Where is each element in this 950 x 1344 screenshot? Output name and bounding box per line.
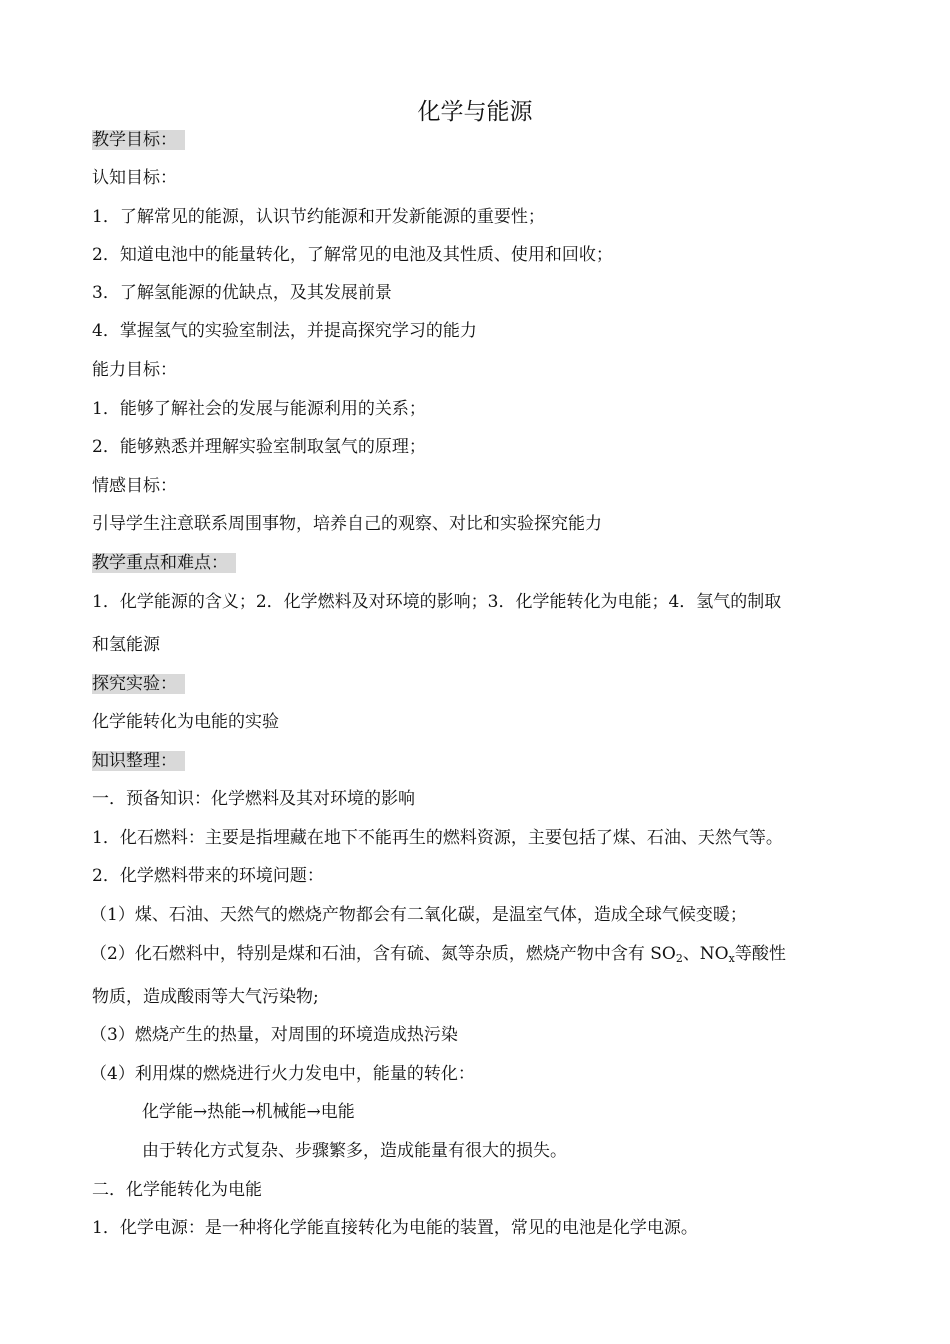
section-1-item-1: 1．化石燃料：主要是指埋藏在地下不能再生的燃料资源，主要包括了煤、石油、天然气等。 bbox=[92, 828, 783, 848]
section-1-sub-4: （4）利用煤的燃烧进行火力发电中，能量的转化： bbox=[90, 1064, 475, 1084]
key-points-line-2: 和氢能源 bbox=[92, 635, 160, 655]
key-points-heading bbox=[92, 550, 236, 576]
section-1-item-2: 2．化学燃料带来的环境问题： bbox=[92, 866, 324, 886]
section-1-title: 一．预备知识：化学燃料及其对环境的影响 bbox=[92, 789, 415, 809]
cognitive-item-4: 4．掌握氢气的实验室制法，并提高探究学习的能力 bbox=[92, 321, 477, 341]
section-1-sub-2-continued: 物质，造成酸雨等大气污染物; bbox=[92, 987, 319, 1007]
cognitive-item-2: 2．知道电池中的能量转化，了解常见的电池及其性质、使用和回收； bbox=[92, 245, 613, 265]
section-1-sub-2 bbox=[90, 941, 786, 967]
emotion-goals-heading: 情感目标： bbox=[92, 476, 177, 496]
ability-item-2: 2．能够熟悉并理解实验室制取氢气的原理； bbox=[92, 437, 426, 457]
so2-subscript: 2 bbox=[675, 952, 683, 965]
cognitive-item-1: 1．了解常见的能源，认识节约能源和开发新能源的重要性； bbox=[92, 207, 545, 227]
teaching-goals-heading-text: 教学目标： bbox=[92, 130, 185, 150]
cognitive-item-3: 3．了解氢能源的优缺点，及其发展前景 bbox=[92, 283, 392, 303]
key-points-heading-text: 教学重点和难点： bbox=[92, 553, 236, 573]
section-2-item-1: 1．化学电源：是一种将化学能直接转化为电能的装置，常见的电池是化学电源。 bbox=[92, 1218, 698, 1238]
ability-item-1: 1．能够了解社会的发展与能源利用的关系； bbox=[92, 399, 426, 419]
sub-2-part-2: 、NO bbox=[682, 944, 729, 964]
section-1-sub-1: （1）煤、石油、天然气的燃烧产物都会有二氧化碳，是温室气体，造成全球气候变暖； bbox=[90, 905, 747, 925]
nox-subscript: x bbox=[728, 952, 735, 965]
knowledge-heading-text: 知识整理： bbox=[92, 751, 185, 771]
document-title: 化学与能源 bbox=[417, 99, 533, 125]
section-1-sub-3: （3）燃烧产生的热量，对周围的环境造成热污染 bbox=[90, 1025, 458, 1045]
cognitive-goals-heading: 认知目标： bbox=[92, 168, 177, 188]
experiment-text: 化学能转化为电能的实验 bbox=[92, 712, 279, 732]
ability-goals-heading: 能力目标： bbox=[92, 360, 177, 380]
sub-2-part-3: 等酸性 bbox=[734, 944, 786, 964]
sub-2-part-1: （2）化石燃料中，特别是煤和石油，含有硫、氮等杂质，燃烧产物中含有 SO bbox=[90, 944, 676, 964]
teaching-goals-heading bbox=[92, 127, 185, 153]
emotion-goals-text: 引导学生注意联系周围事物，培养自己的观察、对比和实验探究能力 bbox=[92, 514, 602, 534]
energy-loss-note: 由于转化方式复杂、步骤繁多，造成能量有很大的损失。 bbox=[142, 1141, 567, 1161]
key-points-line-1: 1．化学能源的含义；2．化学燃料及对环境的影响；3．化学能转化为电能；4．氢气的制取 bbox=[92, 592, 782, 612]
experiment-heading bbox=[92, 671, 185, 697]
experiment-heading-text: 探究实验： bbox=[92, 674, 185, 694]
energy-conversion-chain: 化学能→热能→机械能→电能 bbox=[142, 1102, 355, 1122]
section-2-title: 二．化学能转化为电能 bbox=[92, 1180, 262, 1200]
knowledge-heading bbox=[92, 748, 185, 774]
